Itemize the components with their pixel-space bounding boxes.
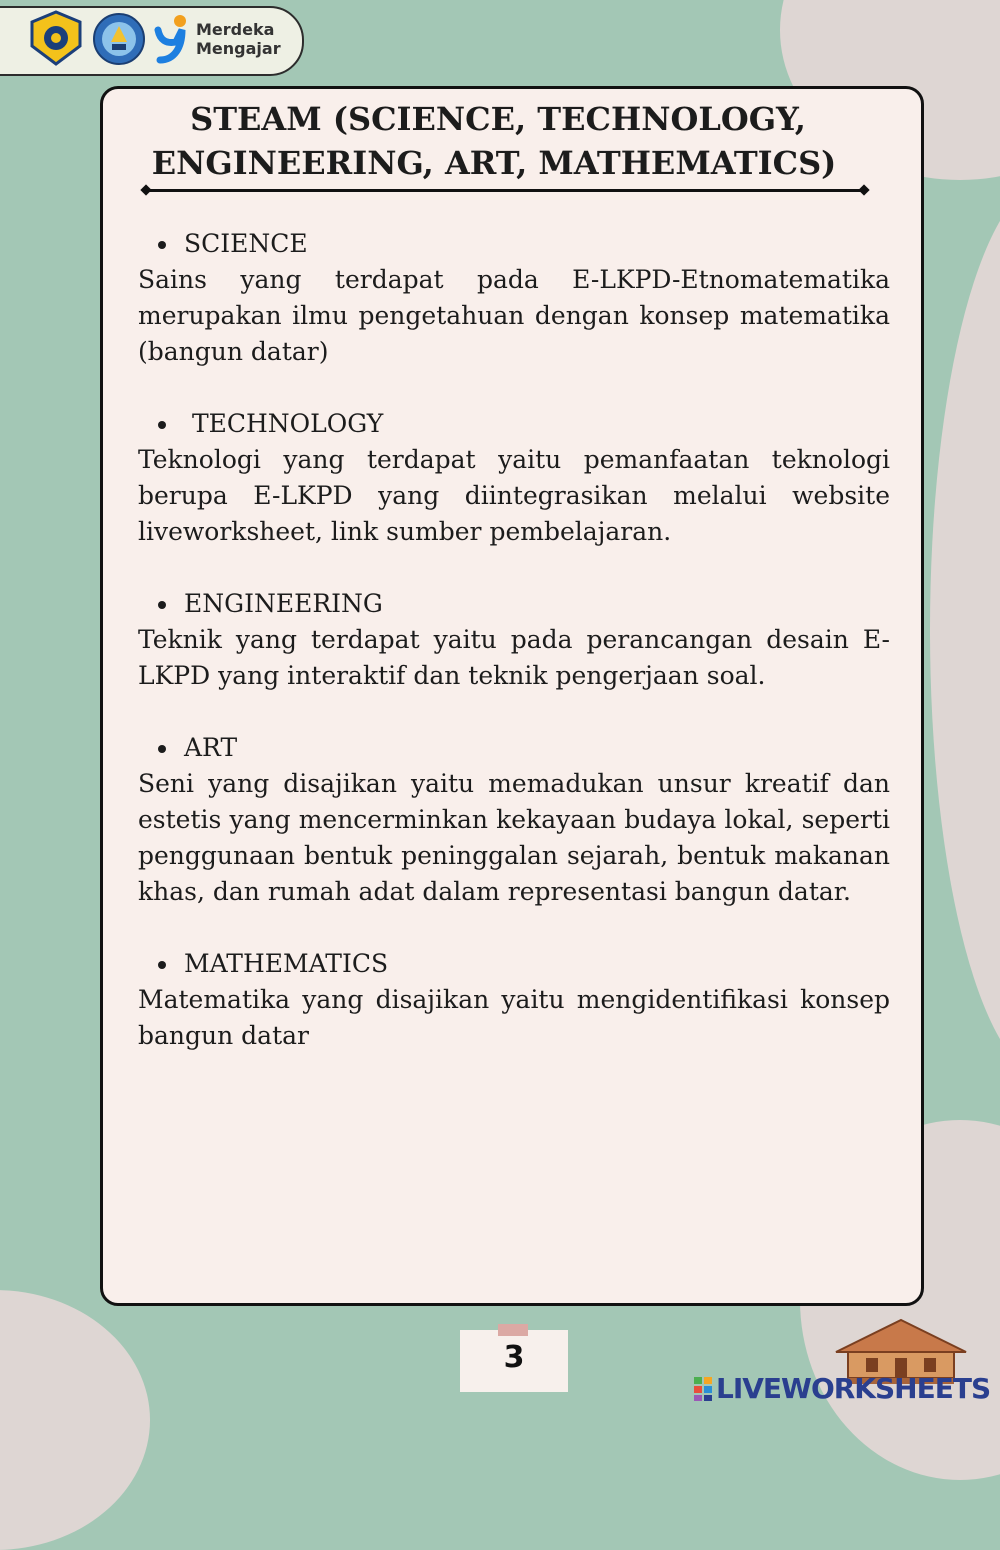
section-text: Sains yang terdapat pada E-LKPD-Etnomatematika merupakan ilmu pengetahuan dengan konsep matematika (bangun datar): [138, 265, 890, 366]
section-text: Seni yang disajikan yaitu memadukan unsur kreatif dan estetis yang mencerminkan kekayaan budaya lokal, seperti penggunaan bentuk peninggalan sejarah, bentuk makanan khas, dan rumah adat dalam representasi bangun datar.: [138, 769, 890, 906]
section-science: [138, 226, 890, 370]
title-line-2: ENGINEERING, ART, MATHEMATICS): [151, 144, 837, 182]
section-text: Teknik yang terdapat yaitu pada perancangan desain E-LKPD yang interaktif dan teknik pengerjaan soal.: [138, 625, 890, 690]
section-heading: ENGINEERING: [138, 586, 890, 622]
steam-sections: [138, 226, 890, 1090]
liveworksheets-logo-icon: [694, 1377, 712, 1401]
section-heading: SCIENCE: [138, 226, 890, 262]
section-heading: TECHNOLOGY: [138, 406, 890, 442]
section-mathematics: [138, 946, 890, 1054]
brand-line-1: Merdeka: [196, 20, 275, 39]
section-text: Matematika yang disajikan yaitu mengidentifikasi konsep bangun datar: [138, 985, 890, 1050]
section-engineering: [138, 586, 890, 694]
section-heading: ART: [138, 730, 890, 766]
background-blob-right: [930, 180, 1000, 1080]
section-technology: [138, 406, 890, 550]
liveworksheets-watermark: [694, 1372, 990, 1405]
title-line-1: STEAM (SCIENCE, TECHNOLOGY,: [190, 100, 806, 138]
section-text: Teknologi yang terdapat yaitu pemanfaatan teknologi berupa E-LKPD yang diintegrasikan melalui website liveworksheet, link sumber pembelajaran.: [138, 445, 890, 546]
university-emblem-icon: [28, 10, 84, 66]
tape-decoration: [498, 1324, 528, 1336]
tut-wuri-handayani-icon: [92, 12, 146, 66]
background-blob-bottom-left: [0, 1290, 150, 1550]
title-divider: [146, 189, 866, 192]
merdeka-mengajar-icon: [152, 14, 192, 64]
liveworksheets-text: LIVEWORKSHEETS: [716, 1372, 991, 1405]
merdeka-mengajar-text: [196, 20, 281, 58]
section-art: [138, 730, 890, 910]
section-heading: MATHEMATICS: [138, 946, 890, 982]
page-number: 3: [503, 1340, 525, 1375]
brand-line-2: Mengajar: [196, 39, 281, 58]
